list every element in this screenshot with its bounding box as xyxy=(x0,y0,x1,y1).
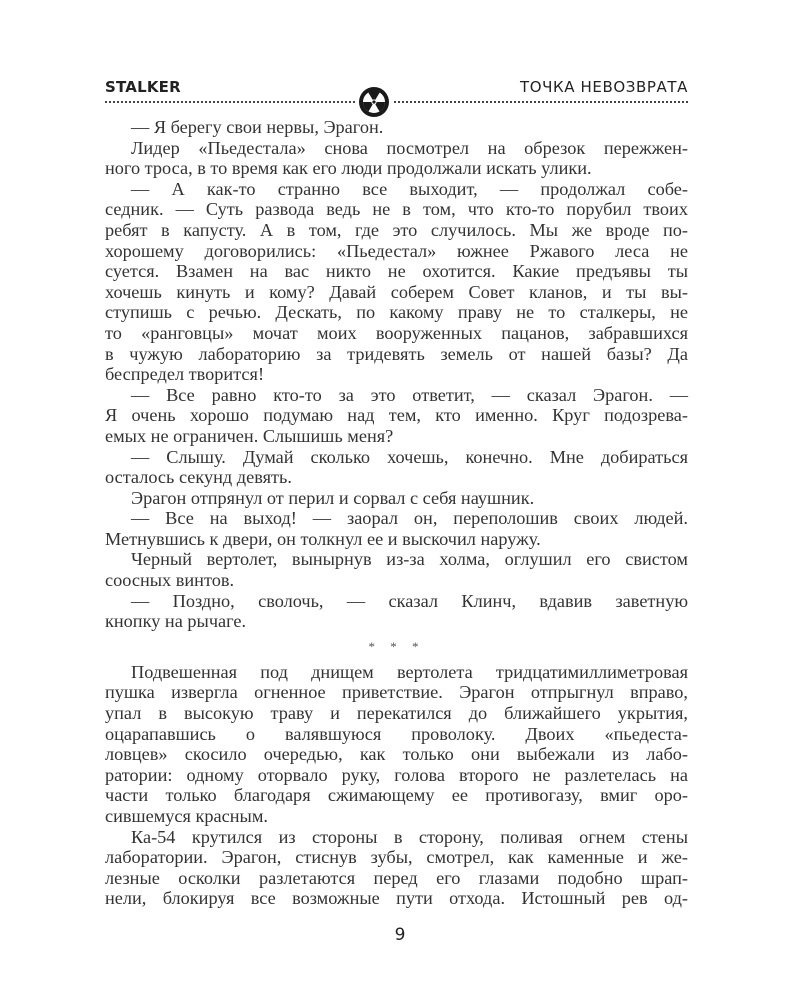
text-line: лезные осколки разлетаются перед его глазами подобно шрап- xyxy=(105,867,688,888)
text-line: пушка извергла огненное приветствие. Эрагон отпрыгнул вправо, xyxy=(105,682,688,703)
text-line: хорошему договорились: «Пьедестал» южнее Ржавого леса не xyxy=(105,240,688,261)
text-line: — Я берегу свои нервы, Эрагон. xyxy=(131,117,384,137)
text-line: нели, блокируя все возможные пути отхода. Истошный рев од- xyxy=(105,888,688,909)
text-line: суется. Взамен на вас никто не охотится. Какие предъявы ты xyxy=(105,261,688,282)
text-line: оцарапавшись о валявшуюся проволоку. Двоих «пьедеста- xyxy=(105,723,688,744)
text-line: сившемуся красным. xyxy=(105,806,268,826)
text-line: лаборатории. Эрагон, стиснув зубы, смотрел, как каменные и же- xyxy=(105,847,688,868)
text-line: седник. — Суть развода ведь не в том, что кто-то порубил твоих xyxy=(105,199,688,220)
text-line: беспредел творится! xyxy=(105,364,265,385)
text-line: Лидер «Пьедестала» снова посмотрел на обрезок пережжен- xyxy=(131,137,688,158)
text-line: ного троса, в то время как его люди продолжали искать улики. xyxy=(105,158,592,179)
text-line: ребят в капусту. А в том, где это случилось. Мы же вроде по- xyxy=(105,219,688,240)
text-line: Эрагон отпрянул от перил и сорвал с себя наушник. xyxy=(131,487,535,508)
series-name: STALKER xyxy=(105,78,181,96)
text-line: соосных винтов. xyxy=(105,570,235,591)
page-body-text xyxy=(105,117,688,909)
text-line: части только благодаря сжимающему ее противогазу, вмиг оро- xyxy=(105,785,688,806)
text-line: Метнувшись к двери, он толкнул ее и выскочил наружу. xyxy=(105,528,541,549)
text-line: — Поздно, сволочь, — сказал Клинч, вдавив заветную xyxy=(131,590,688,611)
text-line: то «ранговцы» мочат моих вооруженных пацанов, забравшихся xyxy=(105,322,688,343)
text-line: ратории: одному оторвало руку, голова второго не разлетелась на xyxy=(105,764,688,785)
page-number: 9 xyxy=(394,925,406,945)
text-line: ловцев» скосило очередью, как только они выбежали из лабо- xyxy=(105,744,688,765)
text-line: Я очень хорошо подумаю над тем, кто именно. Круг подозрева- xyxy=(105,405,688,426)
text-line: ступишь с речью. Дескать, по какому праву не то сталкеры, не xyxy=(105,302,688,323)
text-line: — А как-то странно все выходит, — продолжал собе- xyxy=(131,178,688,199)
text-line: — Все равно кто-то за это ответит, — сказал Эрагон. — xyxy=(131,384,688,405)
text-line: емых не ограничен. Слышишь меня? xyxy=(105,425,394,446)
text-line: осталось секунд девять. xyxy=(105,467,292,488)
running-header xyxy=(105,78,688,102)
book-title: ТОЧКА НЕВОЗВРАТА xyxy=(519,78,688,96)
text-line: в чужую лабораторию за тридевять земель от нашей базы? Да xyxy=(105,343,688,364)
header-divider-right xyxy=(394,101,688,103)
text-line: — Слышу. Думай сколько хочешь, конечно. Мне добираться xyxy=(131,446,688,467)
text-line: кнопку на рычаге. xyxy=(105,611,247,632)
text-line: упал в высокую траву и перекатился до ближайшего укрытия, xyxy=(105,703,688,724)
text-line: — Все на выход! — заорал он, переполошив своих людей. xyxy=(131,508,688,529)
header-divider-left xyxy=(105,101,355,103)
radiation-icon xyxy=(358,86,390,118)
section-separator: * * * xyxy=(368,638,425,654)
text-line: Подвешенная под днищем вертолета тридцатимиллиметровая xyxy=(131,661,688,682)
text-line: Черный вертолет, вынырнув из-за холма, оглушил его свистом xyxy=(131,549,688,570)
text-line: хочешь кинуть и кому? Давай соберем Совет кланов, и ты вы- xyxy=(105,281,688,302)
text-line: Ка-54 крутился из стороны в сторону, поливая огнем стены xyxy=(131,826,688,847)
